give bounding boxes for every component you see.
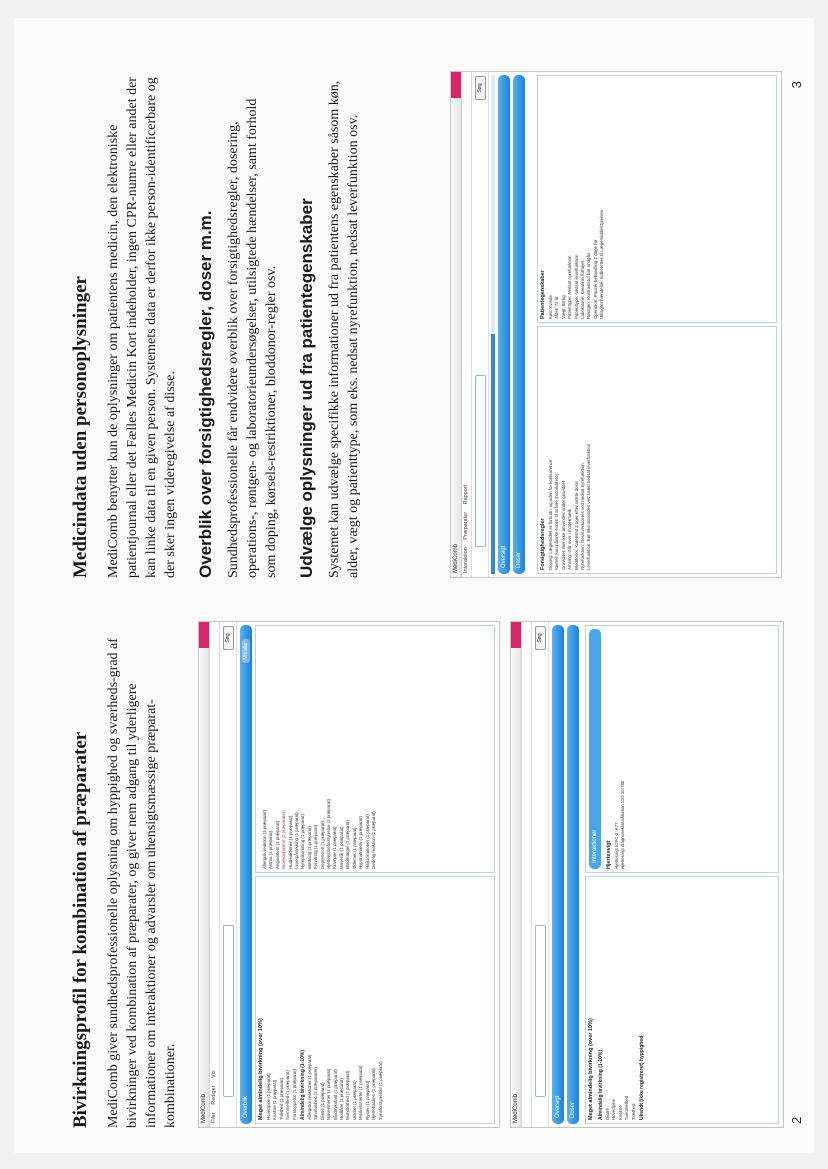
menu-bar bbox=[210, 622, 220, 1127]
panel-patient bbox=[537, 75, 777, 323]
panel-heading: Patientegenskaber bbox=[540, 270, 546, 319]
menu-report[interactable]: Rapport bbox=[463, 484, 469, 505]
panels bbox=[585, 625, 779, 1124]
list-item[interactable]: Nyrefunktion: Dosis reduceres ved nedsat nyrefunktion bbox=[580, 463, 586, 570]
list-item[interactable]: Diarré (1 præparat) bbox=[319, 1082, 325, 1120]
search-input[interactable] bbox=[475, 375, 486, 547]
search-input[interactable] bbox=[535, 925, 546, 1097]
list-item[interactable]: Patienttype: Nedsat leverfunktion bbox=[573, 254, 579, 319]
list-item[interactable]: Hovedpine bbox=[611, 1099, 617, 1120]
right-page bbox=[70, 73, 810, 578]
list-item[interactable]: Hudkløe (1 præparat) bbox=[339, 1078, 345, 1120]
list-item[interactable]: Hjertebanken (1 præparat) bbox=[371, 1068, 377, 1120]
tab-overview[interactable]: Oversigt bbox=[498, 75, 510, 574]
list-item[interactable]: Astma (1 præparat) bbox=[268, 830, 274, 869]
list-item[interactable]: Leverfunktion: Bør ikke anvendes ved svært nedsat leverfunktion bbox=[586, 443, 592, 570]
search-button[interactable]: Søg bbox=[535, 626, 546, 650]
list-item[interactable]: Blodmangel (1 præparat) bbox=[345, 820, 351, 869]
tab-overview[interactable]: Oversigt bbox=[552, 625, 564, 1124]
list-item[interactable]: Kørsel: Kan påvirke evnen til at føre motorkøretøj bbox=[554, 474, 560, 570]
list-item[interactable]: Patienttype: Nedsat nyrefunktion bbox=[567, 255, 573, 319]
list-item[interactable]: Leverpåvirkning (1 præparat) bbox=[294, 812, 300, 869]
screenshot-precautions bbox=[450, 71, 782, 578]
list-item[interactable]: Allergiske reaktioner (1 præparat) bbox=[307, 1054, 313, 1120]
list-item[interactable]: Ødemer (1 præparat) bbox=[351, 827, 357, 869]
right-heading-3: Udvælge oplysninger ud fra patientegenskaber bbox=[297, 198, 316, 578]
progress-fill bbox=[491, 334, 495, 574]
list-item[interactable]: Udslæt (1 præparat) bbox=[351, 1080, 357, 1120]
search-button[interactable]: Søg bbox=[475, 76, 486, 100]
list-item[interactable]: Forvirring (1 præparat) bbox=[313, 824, 319, 869]
list-item[interactable]: Hallucinationer (1 præparat) bbox=[364, 814, 370, 869]
page-number: 2 bbox=[789, 1116, 804, 1124]
list-item[interactable]: Kvalme bbox=[617, 1105, 623, 1120]
tab-doses[interactable]: Doser bbox=[567, 625, 579, 1124]
list-item[interactable]: Amning: Går over i modermælk bbox=[567, 509, 573, 570]
window-titlebar: MediComb bbox=[199, 622, 210, 1127]
window-titlebar: MediComb bbox=[451, 72, 462, 577]
left-body: MediComb giver sundhedsprofessionelle oplysning om hyppighed og sværheds-grad af bivirkninger ved kombination af præparater, og giver nem adgang til yderligere informationer om interaktioner og advarsler om uhensigtsmæssige præparat-kombinationer. bbox=[106, 638, 178, 1128]
panel-heading: Meget almindelig bivirkning (over 10%) bbox=[258, 1018, 264, 1120]
list-item[interactable]: Doping: Lægemidlet er forbudt i og uden for konkurrence bbox=[548, 459, 553, 570]
list-item[interactable]: Blødning (1 præparat) bbox=[306, 826, 312, 869]
menu-edit[interactable]: Rediger bbox=[211, 1085, 217, 1105]
list-item[interactable]: Kvalme (1 præparat) bbox=[272, 1079, 278, 1120]
tab-doses[interactable]: Doser bbox=[513, 75, 525, 574]
list-item[interactable]: Forstoppelse (1 præparat) bbox=[291, 1068, 297, 1120]
menu-drugs[interactable]: Præparater bbox=[463, 511, 469, 540]
menu-view[interactable]: Vis bbox=[211, 1070, 217, 1078]
interactions-band[interactable]: Interaktioner bbox=[589, 629, 601, 869]
list-item[interactable]: Køn: Kvinde bbox=[548, 295, 553, 319]
panel-heading: Forsigtighedsregler bbox=[540, 518, 546, 570]
panels bbox=[255, 625, 495, 1124]
paper-sheet bbox=[14, 18, 814, 1153]
list-item[interactable]: Hyponatriæmi (1 præparat) bbox=[358, 816, 364, 869]
list-item[interactable]: Rysten (1 præparat) bbox=[364, 1080, 370, 1120]
list-item[interactable]: Dødelig reaktion (1 præparat) bbox=[370, 811, 376, 869]
panels bbox=[537, 75, 777, 574]
close-icon[interactable] bbox=[199, 622, 209, 648]
list-item[interactable]: Mavesmerter (1 præparat) bbox=[326, 1068, 332, 1120]
list-item[interactable]: Svimmelhed (1 præparat) bbox=[285, 1070, 291, 1120]
list-item[interactable]: Diarré bbox=[605, 1108, 610, 1120]
list-item[interactable]: Synsforstyrrelser (1 præparat) bbox=[377, 1061, 383, 1120]
list-item[interactable]: Depression (1 præparat) bbox=[319, 821, 325, 869]
close-icon[interactable] bbox=[511, 622, 521, 648]
list-item[interactable]: Træthed bbox=[630, 1103, 636, 1120]
list-item[interactable]: Angioødem (1 præparat) bbox=[274, 820, 280, 869]
list-item[interactable]: Mundtørhed (1 præparat) bbox=[345, 1070, 351, 1120]
panel-heading: Meget almindelig bivirkning (over 10%) bbox=[588, 1018, 594, 1120]
list-item[interactable]: Blodtryksfald (1 præparat) bbox=[332, 1069, 338, 1120]
menu-interaction[interactable]: Interaktion bbox=[463, 547, 469, 573]
search-bar bbox=[220, 622, 237, 1127]
panel-heading: Hjertesvigt bbox=[606, 840, 612, 869]
list-item[interactable]: Hjerterytmeforstyrrelse (1 præparat) bbox=[326, 798, 332, 869]
panel-subheading: Almindelig bivirkning (1-10%) bbox=[300, 1049, 307, 1120]
list-item[interactable]: Hjertesvigt diagnoseklassifikation ICD-10: I50 bbox=[620, 780, 626, 869]
panel-subheading: Almindelig bivirkning (1-10%) bbox=[598, 1049, 604, 1120]
close-icon[interactable] bbox=[451, 72, 461, 98]
list-item[interactable]: Laboratorie: Kreatinin forhøjet bbox=[580, 260, 586, 319]
right-heading-2: Overblik over forsigtighedsregler, doser m.m. bbox=[196, 210, 215, 578]
panel-subheading: Ukendt (ikke registreret) hyppighed bbox=[639, 1035, 646, 1120]
panel-precautions bbox=[537, 326, 777, 574]
panel-frequency bbox=[585, 876, 779, 1124]
search-bar bbox=[472, 72, 489, 577]
list-item[interactable]: Svimmelhed bbox=[624, 1095, 630, 1120]
list-item[interactable]: Graviditet: Bør ikke anvendes under graviditet bbox=[560, 480, 566, 570]
list-item[interactable]: Utilsigtet hændelse: Indberettes til Lægemiddelstyrelsen bbox=[599, 209, 605, 319]
right-body-1: MediComb benytter kun de oplysninger om patientens medicin, den elektroniske patientjournal eller det Fælles Medicin Kort indeholder, ingen CPR-numre eller andet der kan linke data til en given person. Systemets data er derfor ikke person-identificerbare og der sker ingen videregivelse af disse. bbox=[106, 77, 178, 578]
screenshot-side-effects bbox=[198, 621, 500, 1128]
list-item[interactable]: Operation: Pausér behandling 2 dage før bbox=[592, 239, 598, 319]
list-item[interactable]: Røntgen: Kontraststof bør undgås bbox=[586, 252, 592, 319]
list-item[interactable]: Hudreaktioner (1 præparat) bbox=[287, 815, 293, 869]
progress-bar bbox=[491, 75, 495, 574]
list-item[interactable]: Træthed (1 præparat) bbox=[278, 1077, 284, 1120]
list-item[interactable]: Hovedpine (1 præparat) bbox=[266, 1073, 271, 1120]
list-item[interactable]: Bronkospasme (2 præparater) bbox=[281, 810, 287, 869]
menu-bar bbox=[462, 72, 472, 577]
panel-serious bbox=[255, 625, 495, 873]
list-item[interactable]: Hjertesvigt ICPC-2: K77 bbox=[614, 822, 619, 869]
search-bar bbox=[532, 622, 549, 1127]
list-item[interactable]: Vægt: 58 kg bbox=[560, 295, 566, 319]
list-item[interactable]: Søvnløshed (2 præparater) bbox=[313, 1067, 319, 1120]
menu-file[interactable]: Filer bbox=[211, 1112, 217, 1123]
tab-overview[interactable]: Overblik Vis alle bbox=[240, 625, 252, 1124]
search-button[interactable]: Søg bbox=[223, 626, 234, 650]
panel-diagnosis bbox=[585, 625, 779, 873]
right-heading-1: Medicindata uden personoplysninger bbox=[70, 276, 91, 578]
right-body-3: Systemet kan udvælge specifikke informationer ud fra patientens egenskaber såsom køn, alder, vægt og patienttype, som eks. nedsat nyrefunktion, nedsat leverfunktion osv. bbox=[327, 80, 361, 578]
search-input[interactable] bbox=[223, 925, 234, 1097]
right-body-2: Sundhedsprofessionelle får endvidere overblik over forsigtighedsregler, dosering, operations-, røntgen- og laboratorieundersøgelser, utilsigtede hændelser, samt forhold som doping, kørsels-restriktioner, bloddonor-regler osv. bbox=[226, 98, 279, 578]
left-page bbox=[70, 623, 810, 1128]
list-item[interactable]: Allergisk reaktion (1 præparat) bbox=[262, 809, 267, 869]
list-item[interactable]: Alder: 72 år bbox=[554, 296, 560, 319]
show-all-chip[interactable]: Vis alle bbox=[242, 639, 250, 663]
panel-common bbox=[255, 876, 495, 1124]
rotated-spread bbox=[46, 38, 826, 1158]
window-titlebar: MediComb bbox=[511, 622, 522, 1127]
screenshot-overview bbox=[510, 621, 784, 1128]
list-item[interactable]: Mavesår (1 præparat) bbox=[338, 826, 344, 869]
left-heading: Bivirkningsprofil for kombination af præparater bbox=[70, 731, 91, 1128]
list-item[interactable]: Bloddonor: Karenstid 2 uger efter sidste dosis bbox=[573, 481, 579, 570]
list-item[interactable]: Kramper (1 præparat) bbox=[332, 826, 338, 869]
page-number: 3 bbox=[789, 81, 804, 89]
list-item[interactable]: Nyrepåvirkning (1 præparat) bbox=[300, 814, 306, 869]
menu-bar bbox=[522, 622, 532, 1127]
list-item[interactable]: Muskelsmerter (1 præparat) bbox=[358, 1065, 364, 1120]
